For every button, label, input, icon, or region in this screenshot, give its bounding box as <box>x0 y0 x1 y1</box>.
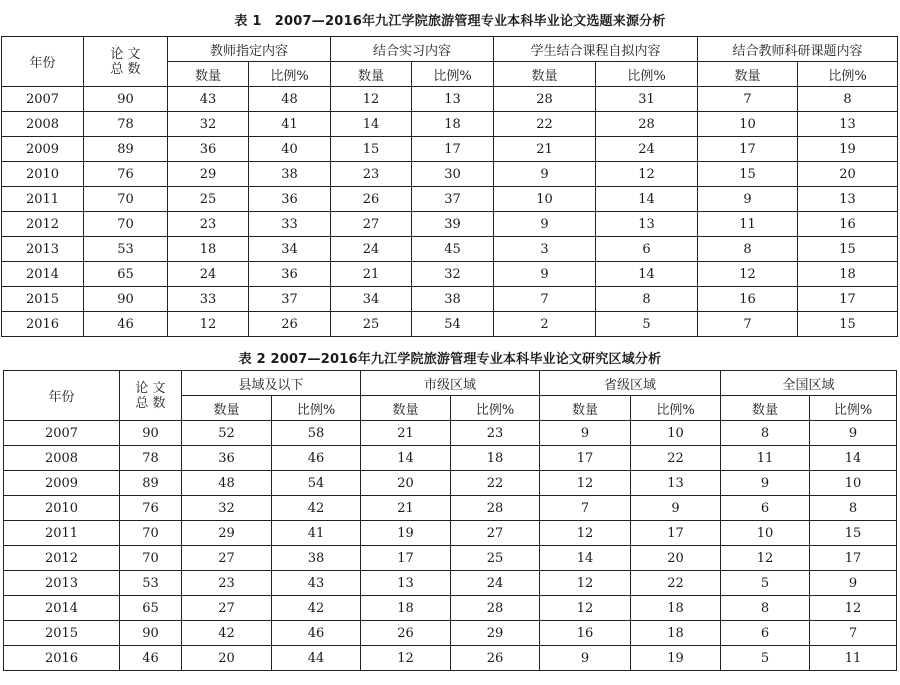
table-row <box>4 446 897 471</box>
count-cell: 21 <box>494 137 596 162</box>
table-row <box>2 187 898 212</box>
total-cell: 90 <box>120 621 182 646</box>
group-header: 市级区域 <box>361 371 540 396</box>
ratio-cell: 20 <box>631 546 721 571</box>
ratio-cell: 37 <box>249 287 331 312</box>
ratio-cell: 18 <box>798 262 898 287</box>
year-cell: 2013 <box>4 571 120 596</box>
count-cell: 21 <box>361 496 451 521</box>
count-cell: 11 <box>698 212 798 237</box>
total-header-line1: 论 文 <box>110 46 141 62</box>
count-cell: 12 <box>331 87 412 112</box>
count-cell: 7 <box>540 496 631 521</box>
ratio-cell: 24 <box>451 571 540 596</box>
year-cell: 2014 <box>4 596 120 621</box>
total-header <box>84 37 168 87</box>
table-row <box>4 546 897 571</box>
year-cell: 2007 <box>4 421 120 446</box>
ratio-cell: 25 <box>451 546 540 571</box>
table-row <box>2 162 898 187</box>
year-cell: 2016 <box>2 312 84 337</box>
ratio-cell: 17 <box>798 287 898 312</box>
ratio-cell: 23 <box>451 421 540 446</box>
total-cell: 78 <box>120 446 182 471</box>
ratio-cell: 9 <box>810 571 897 596</box>
ratio-cell: 12 <box>810 596 897 621</box>
ratio-cell: 13 <box>798 112 898 137</box>
count-cell: 32 <box>182 496 272 521</box>
count-cell: 12 <box>540 521 631 546</box>
count-subheader: 数量 <box>182 396 272 421</box>
table2-research-region <box>3 370 897 671</box>
total-header-line2: 总 数 <box>135 395 166 411</box>
total-cell: 89 <box>84 137 168 162</box>
count-cell: 27 <box>331 212 412 237</box>
ratio-cell: 14 <box>596 262 698 287</box>
ratio-cell: 38 <box>249 162 331 187</box>
table-row <box>2 137 898 162</box>
count-cell: 22 <box>494 112 596 137</box>
total-cell: 90 <box>120 421 182 446</box>
count-cell: 18 <box>361 596 451 621</box>
count-cell: 9 <box>540 421 631 446</box>
table1-caption: 表 1 2007—2016年九江学院旅游管理专业本科毕业论文选题来源分析 <box>234 14 666 29</box>
count-cell: 16 <box>698 287 798 312</box>
count-cell: 9 <box>494 162 596 187</box>
count-cell: 21 <box>331 262 412 287</box>
total-cell: 53 <box>120 571 182 596</box>
ratio-cell: 15 <box>798 312 898 337</box>
total-cell: 65 <box>120 596 182 621</box>
table2-body <box>4 421 897 671</box>
year-cell: 2011 <box>4 521 120 546</box>
count-cell: 12 <box>698 262 798 287</box>
ratio-cell: 14 <box>810 446 897 471</box>
ratio-cell: 18 <box>451 446 540 471</box>
ratio-cell: 41 <box>249 112 331 137</box>
ratio-cell: 10 <box>631 421 721 446</box>
count-cell: 9 <box>698 187 798 212</box>
ratio-cell: 22 <box>631 446 721 471</box>
ratio-cell: 28 <box>451 496 540 521</box>
count-cell: 9 <box>494 212 596 237</box>
count-cell: 15 <box>331 137 412 162</box>
count-cell: 10 <box>698 112 798 137</box>
count-cell: 29 <box>168 162 249 187</box>
count-cell: 8 <box>721 421 810 446</box>
ratio-cell: 42 <box>272 596 361 621</box>
count-cell: 42 <box>182 621 272 646</box>
ratio-cell: 15 <box>810 521 897 546</box>
count-cell: 25 <box>168 187 249 212</box>
group-header: 结合教师科研课题内容 <box>698 37 898 62</box>
total-cell: 90 <box>84 287 168 312</box>
total-header-line1: 论 文 <box>135 380 166 396</box>
table-row <box>4 496 897 521</box>
ratio-cell: 8 <box>810 496 897 521</box>
ratio-cell: 22 <box>451 471 540 496</box>
count-cell: 7 <box>494 287 596 312</box>
year-cell: 2008 <box>4 446 120 471</box>
year-cell: 2015 <box>2 287 84 312</box>
ratio-cell: 45 <box>412 237 494 262</box>
ratio-cell: 12 <box>596 162 698 187</box>
total-header-line2: 总 数 <box>110 61 141 77</box>
year-cell: 2016 <box>4 646 120 671</box>
ratio-cell: 13 <box>596 212 698 237</box>
group-header: 县域及以下 <box>182 371 361 396</box>
ratio-cell: 33 <box>249 212 331 237</box>
count-cell: 13 <box>361 571 451 596</box>
count-cell: 18 <box>168 237 249 262</box>
count-cell: 23 <box>168 212 249 237</box>
count-cell: 32 <box>168 112 249 137</box>
count-subheader: 数量 <box>494 62 596 87</box>
year-cell: 2009 <box>4 471 120 496</box>
count-cell: 14 <box>540 546 631 571</box>
ratio-cell: 36 <box>249 262 331 287</box>
ratio-cell: 9 <box>810 421 897 446</box>
ratio-cell: 38 <box>272 546 361 571</box>
ratio-cell: 13 <box>631 471 721 496</box>
table-row <box>4 621 897 646</box>
ratio-cell: 17 <box>810 546 897 571</box>
count-cell: 26 <box>331 187 412 212</box>
total-cell: 70 <box>84 212 168 237</box>
year-cell: 2013 <box>2 237 84 262</box>
count-cell: 29 <box>182 521 272 546</box>
ratio-cell: 42 <box>272 496 361 521</box>
ratio-cell: 18 <box>631 621 721 646</box>
total-cell: 46 <box>84 312 168 337</box>
ratio-cell: 54 <box>272 471 361 496</box>
total-cell: 70 <box>84 187 168 212</box>
ratio-cell: 18 <box>631 596 721 621</box>
ratio-cell: 10 <box>810 471 897 496</box>
ratio-cell: 5 <box>596 312 698 337</box>
count-cell: 12 <box>540 471 631 496</box>
year-cell: 2010 <box>2 162 84 187</box>
count-cell: 12 <box>168 312 249 337</box>
count-cell: 17 <box>361 546 451 571</box>
ratio-cell: 19 <box>631 646 721 671</box>
ratio-cell: 48 <box>249 87 331 112</box>
count-cell: 33 <box>168 287 249 312</box>
group-header: 学生结合课程自拟内容 <box>494 37 698 62</box>
total-cell: 65 <box>84 262 168 287</box>
ratio-cell: 24 <box>596 137 698 162</box>
ratio-cell: 26 <box>249 312 331 337</box>
ratio-cell: 17 <box>631 521 721 546</box>
table1-topic-source <box>1 36 898 337</box>
count-cell: 12 <box>540 596 631 621</box>
year-cell: 2012 <box>4 546 120 571</box>
ratio-cell: 36 <box>249 187 331 212</box>
count-cell: 9 <box>494 262 596 287</box>
count-cell: 14 <box>331 112 412 137</box>
count-cell: 48 <box>182 471 272 496</box>
count-cell: 11 <box>721 446 810 471</box>
ratio-cell: 22 <box>631 571 721 596</box>
total-cell: 78 <box>84 112 168 137</box>
year-cell: 2015 <box>4 621 120 646</box>
ratio-subheader: 比例% <box>798 62 898 87</box>
count-cell: 28 <box>494 87 596 112</box>
total-header <box>120 371 182 421</box>
table-row <box>4 521 897 546</box>
ratio-cell: 14 <box>596 187 698 212</box>
count-cell: 17 <box>540 446 631 471</box>
count-cell: 24 <box>168 262 249 287</box>
count-cell: 36 <box>168 137 249 162</box>
count-subheader: 数量 <box>331 62 412 87</box>
count-cell: 9 <box>540 646 631 671</box>
count-cell: 8 <box>721 596 810 621</box>
ratio-cell: 38 <box>412 287 494 312</box>
count-cell: 52 <box>182 421 272 446</box>
count-cell: 15 <box>698 162 798 187</box>
ratio-subheader: 比例% <box>596 62 698 87</box>
count-cell: 3 <box>494 237 596 262</box>
count-cell: 6 <box>721 621 810 646</box>
group-header: 教师指定内容 <box>168 37 331 62</box>
ratio-cell: 13 <box>412 87 494 112</box>
count-cell: 14 <box>361 446 451 471</box>
ratio-subheader: 比例% <box>631 396 721 421</box>
ratio-cell: 19 <box>798 137 898 162</box>
total-cell: 70 <box>120 521 182 546</box>
table-row <box>4 471 897 496</box>
total-cell: 76 <box>84 162 168 187</box>
total-cell: 90 <box>84 87 168 112</box>
year-cell: 2014 <box>2 262 84 287</box>
table-row <box>4 596 897 621</box>
count-cell: 20 <box>361 471 451 496</box>
table-row <box>2 287 898 312</box>
count-cell: 2 <box>494 312 596 337</box>
ratio-cell: 54 <box>412 312 494 337</box>
ratio-cell: 17 <box>412 137 494 162</box>
year-cell: 2010 <box>4 496 120 521</box>
ratio-subheader: 比例% <box>810 396 897 421</box>
ratio-cell: 31 <box>596 87 698 112</box>
year-cell: 2011 <box>2 187 84 212</box>
count-cell: 12 <box>361 646 451 671</box>
table-row <box>2 262 898 287</box>
table-row <box>2 237 898 262</box>
table-row <box>2 212 898 237</box>
ratio-cell: 13 <box>798 187 898 212</box>
ratio-cell: 11 <box>810 646 897 671</box>
ratio-cell: 26 <box>451 646 540 671</box>
table2-caption: 表 2 2007—2016年九江学院旅游管理专业本科毕业论文研究区域分析 <box>238 352 662 367</box>
total-cell: 76 <box>120 496 182 521</box>
count-cell: 19 <box>361 521 451 546</box>
ratio-cell: 39 <box>412 212 494 237</box>
table-row <box>4 646 897 671</box>
total-cell: 89 <box>120 471 182 496</box>
count-subheader: 数量 <box>540 396 631 421</box>
count-cell: 23 <box>182 571 272 596</box>
count-cell: 20 <box>182 646 272 671</box>
count-cell: 5 <box>721 646 810 671</box>
count-cell: 27 <box>182 546 272 571</box>
count-cell: 7 <box>698 312 798 337</box>
table-row <box>2 112 898 137</box>
ratio-cell: 37 <box>412 187 494 212</box>
ratio-subheader: 比例% <box>249 62 331 87</box>
ratio-subheader: 比例% <box>272 396 361 421</box>
total-cell: 53 <box>84 237 168 262</box>
ratio-cell: 8 <box>596 287 698 312</box>
count-cell: 43 <box>168 87 249 112</box>
ratio-cell: 58 <box>272 421 361 446</box>
table-row <box>4 421 897 446</box>
ratio-cell: 18 <box>412 112 494 137</box>
count-cell: 21 <box>361 421 451 446</box>
ratio-cell: 46 <box>272 446 361 471</box>
count-cell: 10 <box>494 187 596 212</box>
count-cell: 17 <box>698 137 798 162</box>
table-row <box>2 87 898 112</box>
year-cell: 2012 <box>2 212 84 237</box>
table-row <box>2 312 898 337</box>
year-cell: 2008 <box>2 112 84 137</box>
ratio-cell: 29 <box>451 621 540 646</box>
count-cell: 23 <box>331 162 412 187</box>
year-header: 年份 <box>2 37 84 87</box>
ratio-cell: 43 <box>272 571 361 596</box>
ratio-cell: 28 <box>451 596 540 621</box>
count-subheader: 数量 <box>361 396 451 421</box>
ratio-cell: 16 <box>798 212 898 237</box>
count-cell: 6 <box>721 496 810 521</box>
table1-body <box>2 87 898 337</box>
count-cell: 9 <box>721 471 810 496</box>
ratio-cell: 40 <box>249 137 331 162</box>
ratio-cell: 28 <box>596 112 698 137</box>
count-cell: 25 <box>331 312 412 337</box>
year-cell: 2007 <box>2 87 84 112</box>
count-cell: 12 <box>540 571 631 596</box>
count-cell: 10 <box>721 521 810 546</box>
ratio-cell: 8 <box>798 87 898 112</box>
ratio-cell: 15 <box>798 237 898 262</box>
count-cell: 12 <box>721 546 810 571</box>
ratio-cell: 20 <box>798 162 898 187</box>
count-cell: 26 <box>361 621 451 646</box>
group-header: 省级区域 <box>540 371 721 396</box>
count-cell: 16 <box>540 621 631 646</box>
table-row <box>4 571 897 596</box>
ratio-cell: 6 <box>596 237 698 262</box>
count-cell: 36 <box>182 446 272 471</box>
ratio-cell: 41 <box>272 521 361 546</box>
ratio-subheader: 比例% <box>412 62 494 87</box>
ratio-cell: 7 <box>810 621 897 646</box>
ratio-cell: 32 <box>412 262 494 287</box>
ratio-cell: 44 <box>272 646 361 671</box>
ratio-cell: 27 <box>451 521 540 546</box>
total-cell: 70 <box>120 546 182 571</box>
count-subheader: 数量 <box>168 62 249 87</box>
ratio-cell: 34 <box>249 237 331 262</box>
year-header: 年份 <box>4 371 120 421</box>
year-cell: 2009 <box>2 137 84 162</box>
ratio-cell: 9 <box>631 496 721 521</box>
count-cell: 8 <box>698 237 798 262</box>
count-subheader: 数量 <box>721 396 810 421</box>
count-cell: 7 <box>698 87 798 112</box>
group-header: 结合实习内容 <box>331 37 494 62</box>
group-header: 全国区域 <box>721 371 897 396</box>
count-cell: 24 <box>331 237 412 262</box>
total-cell: 46 <box>120 646 182 671</box>
ratio-subheader: 比例% <box>451 396 540 421</box>
count-cell: 34 <box>331 287 412 312</box>
count-cell: 5 <box>721 571 810 596</box>
count-subheader: 数量 <box>698 62 798 87</box>
ratio-cell: 30 <box>412 162 494 187</box>
ratio-cell: 46 <box>272 621 361 646</box>
count-cell: 27 <box>182 596 272 621</box>
